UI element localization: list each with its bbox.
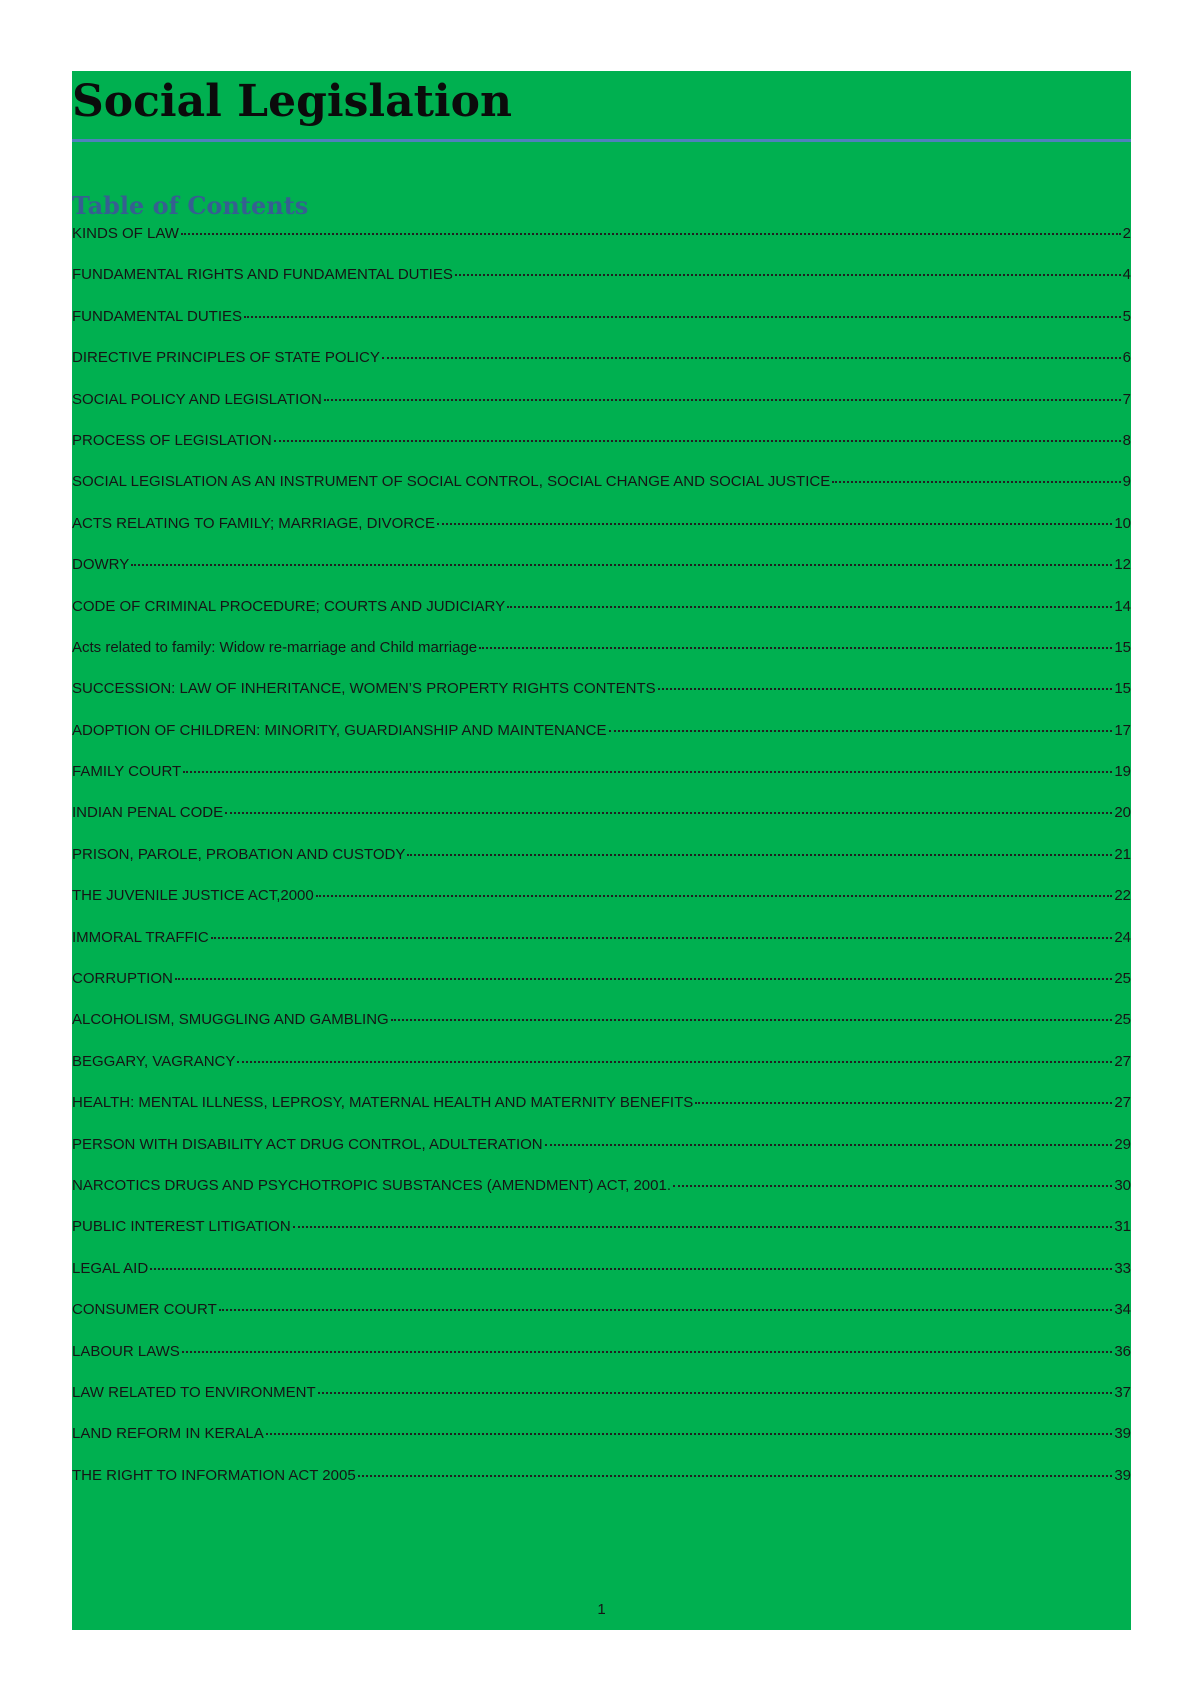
toc-entry[interactable] bbox=[72, 1467, 1131, 1508]
toc-entry[interactable] bbox=[72, 1218, 1131, 1259]
toc-dot-leader bbox=[507, 606, 1112, 608]
toc-entry-title[interactable]: SOCIAL POLICY AND LEGISLATION bbox=[72, 390, 322, 408]
toc-dot-leader bbox=[658, 688, 1113, 690]
toc-entry[interactable] bbox=[72, 722, 1131, 763]
toc-dot-leader bbox=[219, 1309, 1113, 1311]
document-page bbox=[72, 71, 1131, 1630]
toc-dot-leader bbox=[318, 1392, 1113, 1394]
toc-entry-page-number[interactable]: 37 bbox=[1114, 1383, 1131, 1401]
toc-dot-leader bbox=[183, 771, 1112, 773]
toc-entry-title[interactable]: THE JUVENILE JUSTICE ACT,2000 bbox=[72, 887, 314, 905]
toc-entry-title[interactable]: NARCOTICS DRUGS AND PSYCHOTROPIC SUBSTANCES (AMENDMENT) ACT, 2001. bbox=[72, 1176, 671, 1194]
toc-entry[interactable] bbox=[72, 1260, 1131, 1301]
toc-entry-page-number[interactable]: 27 bbox=[1114, 1094, 1131, 1112]
toc-entry-page-number[interactable]: 6 bbox=[1122, 349, 1131, 367]
toc-entry-page-number[interactable]: 14 bbox=[1114, 597, 1131, 615]
toc-entry-page-number[interactable]: 9 bbox=[1122, 473, 1131, 491]
toc-entry-title[interactable]: LEGAL AID bbox=[72, 1259, 149, 1277]
toc-entry-page-number[interactable]: 5 bbox=[1122, 307, 1131, 325]
toc-dot-leader bbox=[181, 233, 1121, 235]
toc-entry-page-number[interactable]: 21 bbox=[1114, 845, 1131, 863]
table-of-contents bbox=[72, 225, 1131, 1508]
toc-entry-title[interactable]: CODE OF CRIMINAL PROCEDURE; COURTS AND JUDICIARY bbox=[72, 597, 506, 615]
toc-entry-title[interactable]: LAND REFORM IN KERALA bbox=[72, 1425, 264, 1443]
toc-entry[interactable] bbox=[72, 846, 1131, 887]
toc-entry-page-number[interactable]: 19 bbox=[1114, 763, 1131, 781]
toc-entry-page-number[interactable]: 33 bbox=[1114, 1259, 1131, 1277]
toc-entry-page-number[interactable]: 34 bbox=[1114, 1301, 1131, 1319]
toc-entry[interactable] bbox=[72, 1177, 1131, 1218]
toc-entry-title[interactable]: THE RIGHT TO INFORMATION ACT 2005 bbox=[72, 1466, 356, 1484]
toc-entry-title[interactable]: LABOUR LAWS bbox=[72, 1342, 180, 1360]
toc-entry[interactable] bbox=[72, 680, 1131, 721]
toc-dot-leader bbox=[175, 978, 1112, 980]
toc-entry-title[interactable]: IMMORAL TRAFFIC bbox=[72, 928, 209, 946]
toc-entry-title[interactable]: INDIAN PENAL CODE bbox=[72, 804, 224, 822]
toc-dot-leader bbox=[391, 1019, 1113, 1021]
toc-entry[interactable] bbox=[72, 432, 1131, 473]
toc-entry-page-number[interactable]: 36 bbox=[1114, 1342, 1131, 1360]
toc-entry-page-number[interactable]: 15 bbox=[1114, 680, 1131, 698]
toc-dot-leader bbox=[293, 1226, 1113, 1228]
toc-entry-page-number[interactable]: 10 bbox=[1114, 514, 1131, 532]
toc-entry[interactable] bbox=[72, 1011, 1131, 1052]
toc-dot-leader bbox=[274, 440, 1121, 442]
toc-entry-page-number[interactable]: 39 bbox=[1114, 1466, 1131, 1484]
toc-dot-leader bbox=[244, 316, 1121, 318]
toc-entry-title[interactable]: BEGGARY, VAGRANCY bbox=[72, 1052, 236, 1070]
toc-dot-leader bbox=[832, 481, 1120, 483]
toc-entry-title[interactable]: SOCIAL LEGISLATION AS AN INSTRUMENT OF SOCIAL CONTROL, SOCIAL CHANGE AND SOCIAL JUSTICE bbox=[72, 473, 831, 491]
toc-entry-page-number[interactable]: 20 bbox=[1114, 804, 1131, 822]
document-title: Social Legislation bbox=[72, 76, 512, 127]
toc-entry-title[interactable]: PROCESS OF LEGISLATION bbox=[72, 431, 272, 449]
toc-dot-leader bbox=[131, 564, 1112, 566]
toc-dot-leader bbox=[211, 937, 1113, 939]
toc-entry[interactable] bbox=[72, 349, 1131, 390]
toc-entry-page-number[interactable]: 15 bbox=[1114, 638, 1131, 656]
toc-entry-title[interactable]: DOWRY bbox=[72, 556, 130, 574]
toc-entry-title[interactable]: FUNDAMENTAL DUTIES bbox=[72, 307, 243, 325]
title-underline-rule bbox=[72, 139, 1131, 142]
toc-entry-title[interactable]: CORRUPTION bbox=[72, 970, 173, 988]
toc-entry-page-number[interactable]: 30 bbox=[1114, 1176, 1131, 1194]
toc-entry[interactable] bbox=[72, 1343, 1131, 1384]
toc-dot-leader bbox=[382, 357, 1121, 359]
toc-entry-page-number[interactable]: 27 bbox=[1114, 1052, 1131, 1070]
toc-dot-leader bbox=[479, 647, 1112, 649]
toc-entry[interactable] bbox=[72, 1425, 1131, 1466]
toc-entry-title[interactable]: FAMILY COURT bbox=[72, 763, 182, 781]
toc-dot-leader bbox=[695, 1102, 1112, 1104]
toc-dot-leader bbox=[266, 1433, 1113, 1435]
toc-entry-page-number[interactable]: 17 bbox=[1114, 721, 1131, 739]
toc-heading: Table of Contents bbox=[72, 191, 309, 220]
toc-entry-title[interactable]: ACTS RELATING TO FAMILY; MARRIAGE, DIVORCE bbox=[72, 514, 435, 532]
toc-entry[interactable] bbox=[72, 970, 1131, 1011]
toc-dot-leader bbox=[182, 1351, 1113, 1353]
toc-entry-page-number[interactable]: 7 bbox=[1122, 390, 1131, 408]
toc-entry[interactable] bbox=[72, 266, 1131, 307]
toc-entry-page-number[interactable]: 24 bbox=[1114, 928, 1131, 946]
toc-entry-title[interactable]: PERSON WITH DISABILITY ACT DRUG CONTROL, ADULTERATION bbox=[72, 1135, 543, 1153]
toc-dot-leader bbox=[545, 1144, 1113, 1146]
toc-dot-leader bbox=[455, 274, 1121, 276]
toc-dot-leader bbox=[150, 1268, 1112, 1270]
toc-entry[interactable] bbox=[72, 1384, 1131, 1425]
toc-entry[interactable] bbox=[72, 515, 1131, 556]
toc-entry-title[interactable]: SUCCESSION: LAW OF INHERITANCE, WOMEN’S PROPERTY RIGHTS CONTENTS bbox=[72, 680, 656, 698]
toc-entry-title[interactable]: FUNDAMENTAL RIGHTS AND FUNDAMENTAL DUTIES bbox=[72, 266, 453, 284]
toc-dot-leader bbox=[673, 1185, 1112, 1187]
toc-entry[interactable] bbox=[72, 887, 1131, 928]
toc-entry-page-number[interactable]: 22 bbox=[1114, 887, 1131, 905]
toc-entry[interactable] bbox=[72, 391, 1131, 432]
toc-entry-page-number[interactable]: 2 bbox=[1122, 225, 1131, 242]
toc-entry-title[interactable]: CONSUMER COURT bbox=[72, 1301, 217, 1319]
toc-entry[interactable] bbox=[72, 556, 1131, 597]
toc-entry-title[interactable]: Acts related to family: Widow re-marriage and Child marriage bbox=[72, 638, 478, 656]
toc-dot-leader bbox=[358, 1475, 1113, 1477]
toc-dot-leader bbox=[225, 812, 1112, 814]
toc-entry[interactable] bbox=[72, 929, 1131, 970]
toc-entry-page-number[interactable]: 29 bbox=[1114, 1135, 1131, 1153]
toc-entry[interactable] bbox=[72, 308, 1131, 349]
toc-entry[interactable] bbox=[72, 1136, 1131, 1177]
toc-dot-leader bbox=[407, 854, 1112, 856]
toc-dot-leader bbox=[316, 895, 1113, 897]
toc-entry[interactable] bbox=[72, 804, 1131, 845]
toc-dot-leader bbox=[237, 1061, 1112, 1063]
toc-entry-title[interactable]: ADOPTION OF CHILDREN: MINORITY, GUARDIANSHIP AND MAINTENANCE bbox=[72, 721, 607, 739]
toc-dot-leader bbox=[324, 399, 1121, 401]
toc-entry-title[interactable]: LAW RELATED TO ENVIRONMENT bbox=[72, 1383, 316, 1401]
toc-entry-page-number[interactable]: 4 bbox=[1122, 266, 1131, 284]
toc-entry[interactable] bbox=[72, 1053, 1131, 1094]
toc-entry[interactable] bbox=[72, 473, 1131, 514]
toc-entry-page-number[interactable]: 12 bbox=[1114, 556, 1131, 574]
toc-entry[interactable] bbox=[72, 1094, 1131, 1135]
toc-entry-title[interactable]: KINDS OF LAW bbox=[72, 225, 179, 242]
toc-entry[interactable] bbox=[72, 225, 1131, 266]
page-number: 1 bbox=[597, 1601, 606, 1618]
toc-entry[interactable] bbox=[72, 763, 1131, 804]
toc-entry-title[interactable]: DIRECTIVE PRINCIPLES OF STATE POLICY bbox=[72, 349, 380, 367]
toc-entry-page-number[interactable]: 25 bbox=[1114, 970, 1131, 988]
toc-entry[interactable] bbox=[72, 598, 1131, 639]
toc-entry-page-number[interactable]: 39 bbox=[1114, 1425, 1131, 1443]
toc-entry-title[interactable]: PRISON, PAROLE, PROBATION AND CUSTODY bbox=[72, 845, 406, 863]
toc-entry[interactable] bbox=[72, 1301, 1131, 1342]
toc-entry-title[interactable]: PUBLIC INTEREST LITIGATION bbox=[72, 1218, 291, 1236]
toc-dot-leader bbox=[609, 730, 1113, 732]
toc-entry-page-number[interactable]: 8 bbox=[1122, 431, 1131, 449]
toc-entry-title[interactable]: HEALTH: MENTAL ILLNESS, LEPROSY, MATERNAL HEALTH AND MATERNITY BENEFITS bbox=[72, 1094, 694, 1112]
toc-dot-leader bbox=[437, 523, 1112, 525]
toc-entry-page-number[interactable]: 31 bbox=[1114, 1218, 1131, 1236]
toc-entry[interactable] bbox=[72, 639, 1131, 680]
toc-entry-page-number[interactable]: 25 bbox=[1114, 1011, 1131, 1029]
toc-entry-title[interactable]: ALCOHOLISM, SMUGGLING AND GAMBLING bbox=[72, 1011, 389, 1029]
